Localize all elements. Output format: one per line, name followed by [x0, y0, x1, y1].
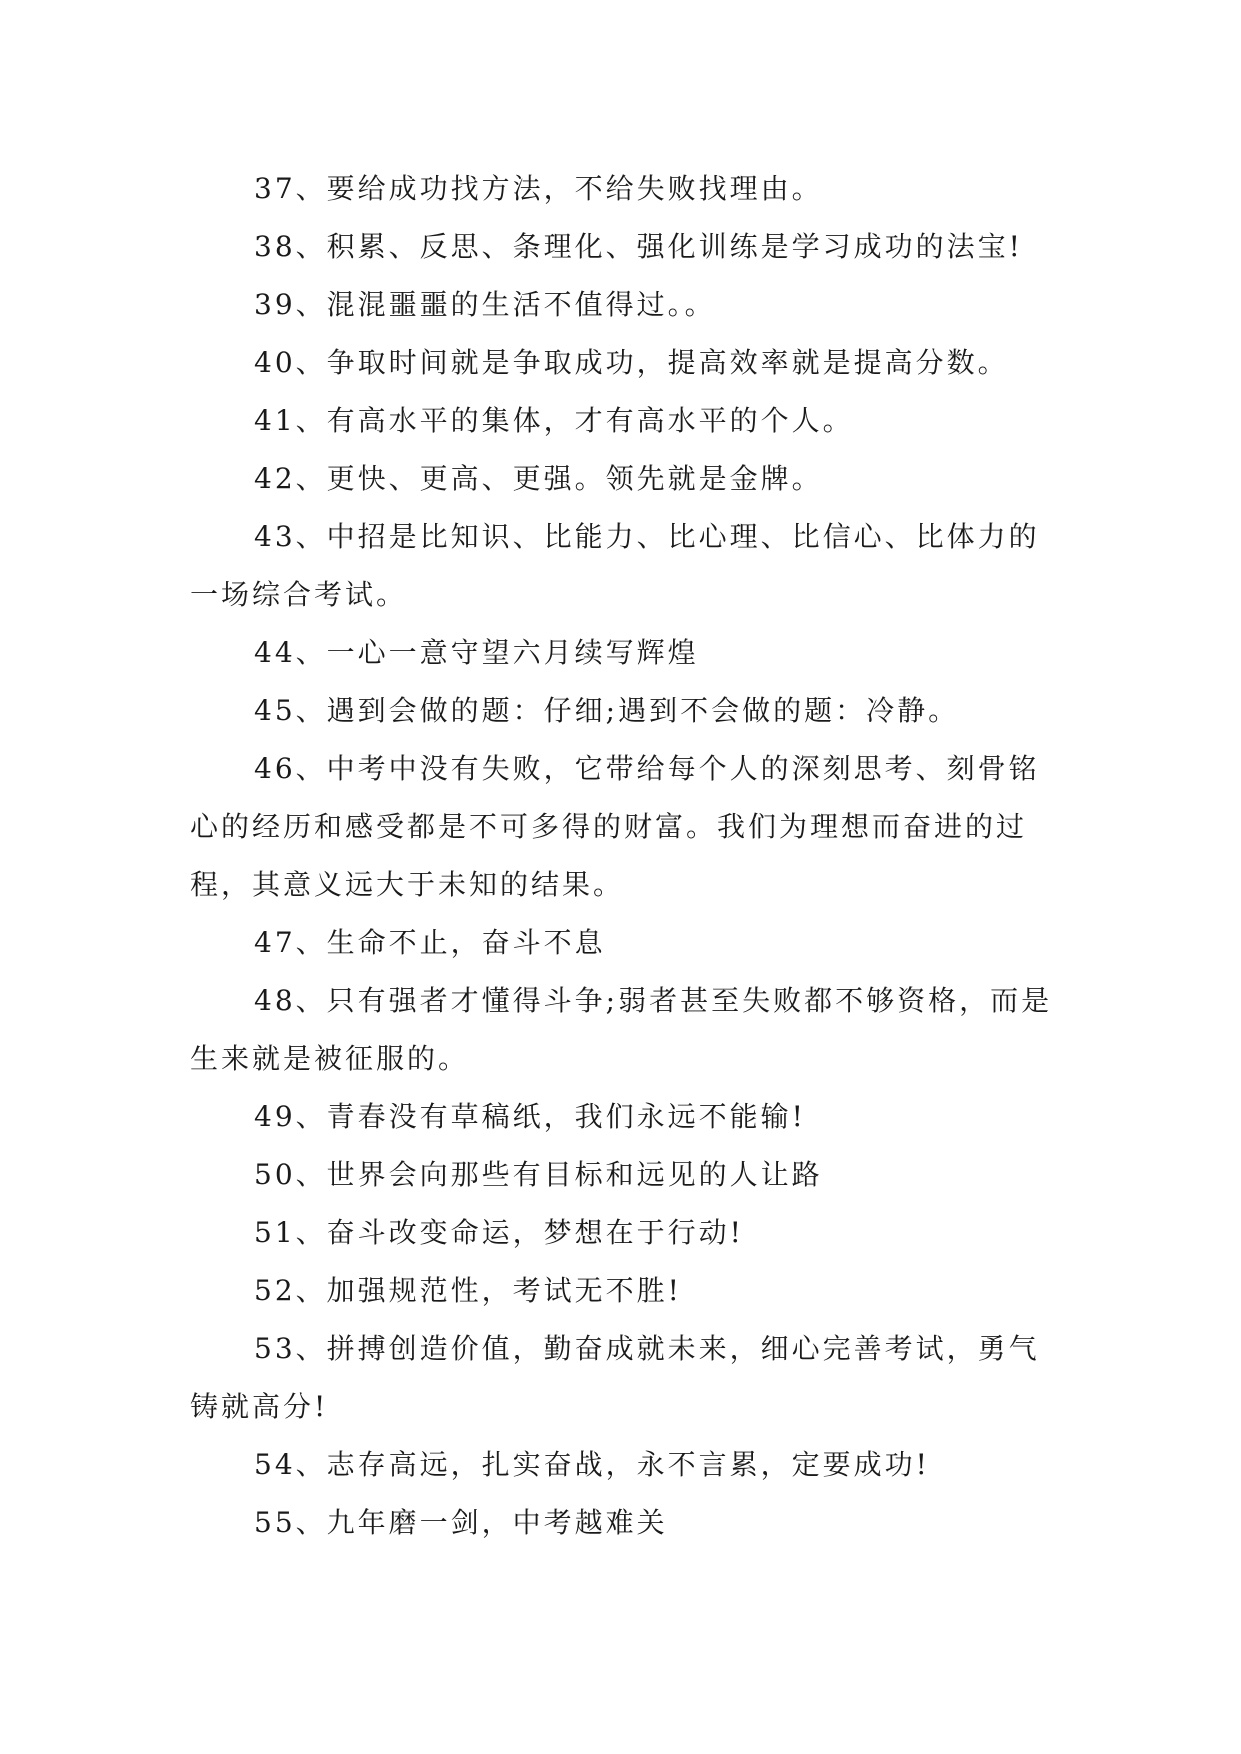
paragraph-48: 48、只有强者才懂得斗争;弱者甚至失败都不够资格，而是生来就是被征服的。	[190, 984, 1053, 1075]
paragraph-46: 46、中考中没有失败，它带给每个人的深刻思考、刻骨铭心的经历和感受都是不可多得的财富。我们为理想而奋进的过程，其意义远大于未知的结果。	[190, 752, 1040, 901]
paragraph-53: 53、拼搏创造价值，勤奋成就未来，细心完善考试，勇气铸就高分!	[190, 1332, 1040, 1423]
paragraph-38: 38、积累、反思、条理化、强化训练是学习成功的法宝!	[254, 230, 1023, 263]
paragraph-43: 43、中招是比知识、比能力、比心理、比信心、比体力的一场综合考试。	[190, 520, 1040, 611]
paragraph-51: 51、奋斗改变命运，梦想在于行动!	[254, 1216, 744, 1249]
paragraph-40: 40、争取时间就是争取成功，提高效率就是提高分数。	[254, 346, 1009, 379]
document-body	[190, 160, 1070, 1552]
paragraph-55: 55、九年磨一剑，中考越难关	[254, 1506, 668, 1539]
paragraph-54: 54、志存高远，扎实奋战，永不言累，定要成功!	[254, 1448, 930, 1481]
paragraph-37: 37、要给成功找方法，不给失败找理由。	[254, 172, 823, 205]
paragraph-44: 44、一心一意守望六月续写辉煌	[254, 636, 699, 669]
paragraph-52: 52、加强规范性，考试无不胜!	[254, 1274, 682, 1307]
paragraph-49: 49、青春没有草稿纸，我们永远不能输!	[254, 1100, 806, 1133]
paragraph-39: 39、混混噩噩的生活不值得过。。	[254, 288, 716, 321]
paragraph-41: 41、有高水平的集体，才有高水平的个人。	[254, 404, 854, 437]
paragraph-47: 47、生命不止，奋斗不息	[254, 926, 606, 959]
paragraph-50: 50、世界会向那些有目标和远见的人让路	[254, 1158, 823, 1191]
paragraph-45: 45、遇到会做的题：仔细;遇到不会做的题：冷静。	[254, 694, 960, 727]
paragraph-42: 42、更快、更高、更强。领先就是金牌。	[254, 462, 823, 495]
